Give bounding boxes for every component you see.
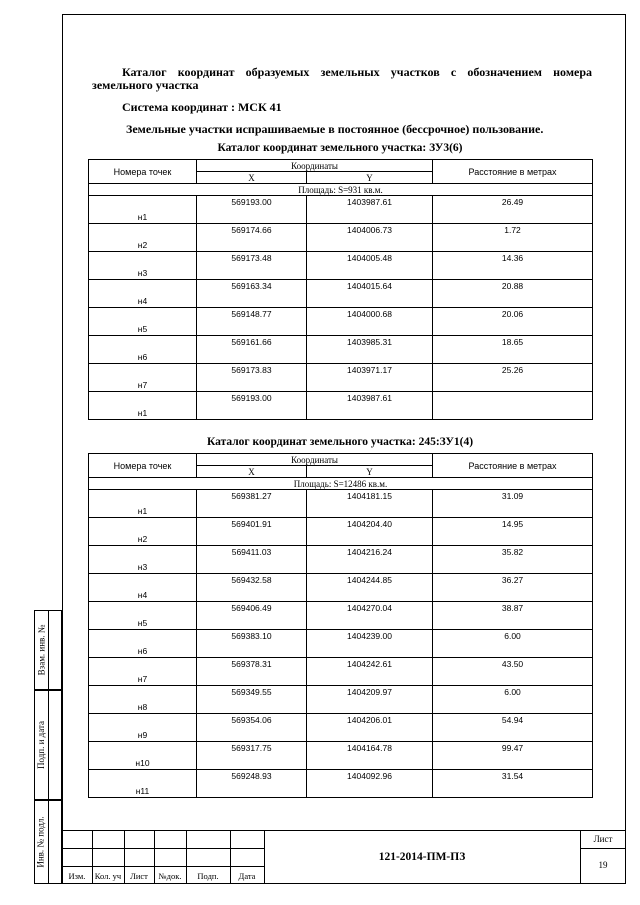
col-header-y: Y — [307, 172, 433, 184]
point-cell: н11 — [89, 770, 197, 798]
distance-cell: 43.50 — [433, 658, 593, 686]
stamp-col-kol: Кол. уч — [94, 871, 122, 881]
distance-cell: 20.06 — [433, 308, 593, 336]
area-row: Площадь: S=12486 кв.м. — [89, 478, 593, 490]
y-cell: 1404204.40 — [307, 518, 433, 546]
table-1-caption: Каталог координат земельного участка: ЗУ3(6) — [217, 142, 463, 154]
x-cell: 569378.31 — [197, 658, 307, 686]
x-cell: 569432.58 — [197, 574, 307, 602]
table-2-caption: Каталог координат земельного участка: 245:ЗУ1(4) — [206, 436, 474, 448]
x-cell: 569349.55 — [197, 686, 307, 714]
area-row: Площадь: S=931 кв.м. — [89, 184, 593, 196]
distance-cell — [433, 392, 593, 420]
stamp-col-ndok: №док. — [158, 871, 182, 881]
distance-cell: 6.00 — [433, 686, 593, 714]
table-row — [89, 770, 593, 798]
point-cell: н1 — [89, 196, 197, 224]
table-row — [89, 686, 593, 714]
distance-cell: 20.88 — [433, 280, 593, 308]
strip-divider — [48, 610, 49, 884]
x-cell: 569248.93 — [197, 770, 307, 798]
distance-cell: 31.54 — [433, 770, 593, 798]
distance-cell: 31.09 — [433, 490, 593, 518]
col-header-points: Номера точек — [89, 454, 197, 478]
y-cell: 1404209.97 — [307, 686, 433, 714]
y-cell: 1404006.73 — [307, 224, 433, 252]
point-cell: н1 — [89, 392, 197, 420]
table-row — [89, 392, 593, 420]
stamp-sheet-line — [580, 848, 626, 849]
x-cell: 569173.83 — [197, 364, 307, 392]
y-cell: 1404270.04 — [307, 602, 433, 630]
table-row — [89, 518, 593, 546]
x-cell: 569411.03 — [197, 546, 307, 574]
point-cell: н3 — [89, 546, 197, 574]
stamp-sheet-label: Лист — [593, 834, 613, 844]
strip-label-podp: Подп. и дата — [36, 720, 46, 770]
stamp-col-list: Лист — [130, 871, 148, 881]
y-cell: 1404181.15 — [307, 490, 433, 518]
point-cell: н9 — [89, 714, 197, 742]
point-cell: н3 — [89, 252, 197, 280]
coordinate-table-1 — [88, 159, 593, 420]
x-cell: 569354.06 — [197, 714, 307, 742]
point-cell: н2 — [89, 224, 197, 252]
table-row — [89, 658, 593, 686]
distance-cell: 38.87 — [433, 602, 593, 630]
x-cell: 569381.27 — [197, 490, 307, 518]
y-cell: 1404206.01 — [307, 714, 433, 742]
point-cell: н5 — [89, 602, 197, 630]
table-row — [89, 336, 593, 364]
table-row — [89, 602, 593, 630]
col-header-x: X — [197, 466, 307, 478]
point-cell: н7 — [89, 658, 197, 686]
stamp-col-izm: Изм. — [68, 871, 86, 881]
table-row — [89, 714, 593, 742]
x-cell: 569174.66 — [197, 224, 307, 252]
table-row — [89, 630, 593, 658]
col-header-coords: Координаты — [197, 454, 433, 466]
table-row — [89, 490, 593, 518]
col-header-points: Номера точек — [89, 160, 197, 184]
table-row — [89, 224, 593, 252]
y-cell: 1403971.17 — [307, 364, 433, 392]
stamp-col-data: Дата — [238, 871, 256, 881]
distance-cell: 6.00 — [433, 630, 593, 658]
x-cell: 569401.91 — [197, 518, 307, 546]
point-cell: н4 — [89, 280, 197, 308]
point-cell: н2 — [89, 518, 197, 546]
stamp-sheet-number: 19 — [598, 860, 608, 870]
distance-cell: 35.82 — [433, 546, 593, 574]
y-cell: 1404239.00 — [307, 630, 433, 658]
y-cell: 1404000.68 — [307, 308, 433, 336]
y-cell: 1403987.61 — [307, 196, 433, 224]
x-cell: 569406.49 — [197, 602, 307, 630]
point-cell: н6 — [89, 336, 197, 364]
y-cell: 1404216.24 — [307, 546, 433, 574]
col-header-y: Y — [307, 466, 433, 478]
point-cell: н5 — [89, 308, 197, 336]
stamp-col-podp: Подп. — [197, 871, 219, 881]
y-cell: 1404164.78 — [307, 742, 433, 770]
distance-cell: 18.65 — [433, 336, 593, 364]
table-row — [89, 308, 593, 336]
table-row — [89, 196, 593, 224]
usage-note: Земельные участки испрашиваемые в постоянное (бессрочное) пользование. — [126, 122, 544, 136]
x-cell: 569383.10 — [197, 630, 307, 658]
x-cell: 569161.66 — [197, 336, 307, 364]
distance-cell: 1.72 — [433, 224, 593, 252]
distance-cell: 14.36 — [433, 252, 593, 280]
distance-cell: 25.26 — [433, 364, 593, 392]
distance-cell: 26.49 — [433, 196, 593, 224]
table-row — [89, 364, 593, 392]
x-cell: 569173.48 — [197, 252, 307, 280]
distance-cell: 36.27 — [433, 574, 593, 602]
distance-cell: 54.94 — [433, 714, 593, 742]
table-row — [89, 574, 593, 602]
stamp-doc-code: 121-2014-ПМ-ПЗ — [378, 851, 466, 863]
point-cell: н7 — [89, 364, 197, 392]
x-cell: 569148.77 — [197, 308, 307, 336]
strip-label-vzam: Взам. инв. № — [36, 624, 46, 676]
y-cell: 1404005.48 — [307, 252, 433, 280]
col-header-x: X — [197, 172, 307, 184]
y-cell: 1404015.64 — [307, 280, 433, 308]
coordinate-table-2 — [88, 453, 593, 798]
col-header-coords: Координаты — [197, 160, 433, 172]
document-heading: Каталог координат образуемых земельных участков с обозначением номера земельного участка — [92, 65, 592, 92]
y-cell: 1404244.85 — [307, 574, 433, 602]
x-cell: 569317.75 — [197, 742, 307, 770]
point-cell: н6 — [89, 630, 197, 658]
y-cell: 1404242.61 — [307, 658, 433, 686]
x-cell: 569163.34 — [197, 280, 307, 308]
point-cell: н10 — [89, 742, 197, 770]
point-cell: н1 — [89, 490, 197, 518]
stamp-top-line — [62, 830, 626, 831]
point-cell: н8 — [89, 686, 197, 714]
x-cell: 569193.00 — [197, 392, 307, 420]
point-cell: н4 — [89, 574, 197, 602]
col-header-distance: Расстояние в метрах — [433, 160, 593, 184]
col-header-distance: Расстояние в метрах — [433, 454, 593, 478]
table-row — [89, 280, 593, 308]
distance-cell: 99.47 — [433, 742, 593, 770]
table-row — [89, 546, 593, 574]
distance-cell: 14.95 — [433, 518, 593, 546]
strip-label-inv: Инв. № подл. — [36, 816, 46, 868]
table-row — [89, 742, 593, 770]
x-cell: 569193.00 — [197, 196, 307, 224]
y-cell: 1403987.61 — [307, 392, 433, 420]
y-cell: 1403985.31 — [307, 336, 433, 364]
table-row — [89, 252, 593, 280]
y-cell: 1404092.96 — [307, 770, 433, 798]
coordinate-system: Система координат : МСК 41 — [122, 100, 282, 114]
